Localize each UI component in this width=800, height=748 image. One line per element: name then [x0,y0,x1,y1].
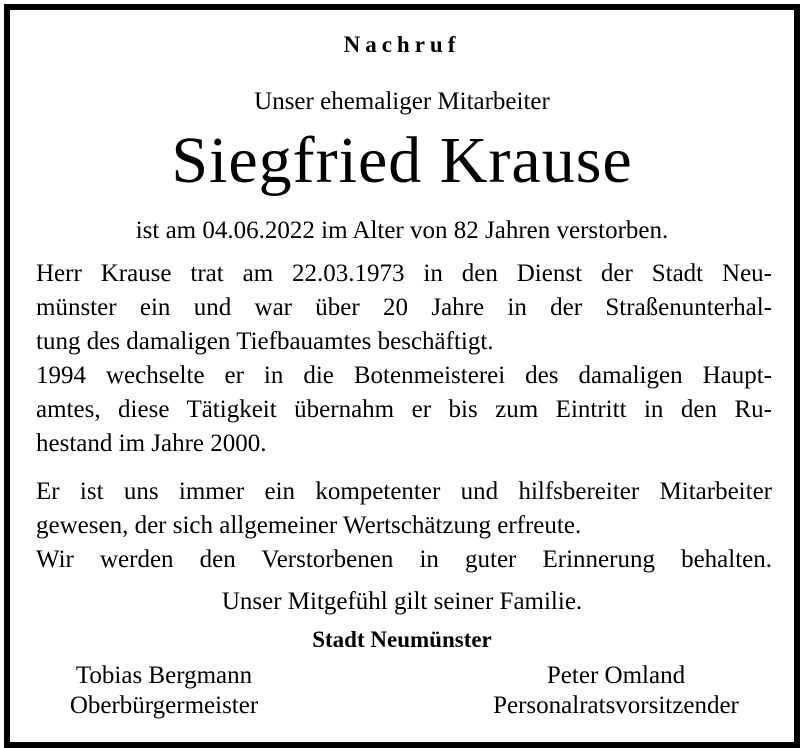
paragraph-line: Herr Krause trat am 22.03.1973 in den Dienst der Stadt Neu- [36,260,772,287]
paragraph-line: Wir werden den Verstorbenen in guter Erinnerung behalten. [36,546,772,573]
organization-name: Stadt Neumünster [312,627,492,652]
signatory-title: Oberbürgermeister [69,692,259,719]
signatory-name: Peter Omland [546,662,686,689]
paragraph-line: münster ein und war über 20 Jahre in der Straßenunterhal- [36,294,772,321]
obituary-notice [4,4,800,748]
paragraph-line: gewesen, der sich allgemeiner Wertschätzung erfreute. [36,512,582,539]
tribute-paragraph [36,475,772,577]
career-paragraph [36,257,772,461]
condolence-line: Unser Mitgefühl gilt seiner Familie. [221,588,583,615]
notice-kicker: Nachruf [343,32,461,57]
paragraph-line: 1994 wechselte er in die Botenmeisterei des damaligen Haupt- [36,362,772,389]
signatory-title: Personalratsvorsitzender [493,692,739,719]
paragraph-line: hestand im Jahre 2000. [36,430,267,457]
paragraph-line: Er ist uns immer ein kompetenter und hilfsbereiter Mitarbeiter [36,478,772,505]
paragraph-line: amtes, diese Tätigkeit übernahm er bis zum Eintritt in den Ru- [36,396,772,423]
death-line: ist am 04.06.2022 im Alter von 82 Jahren verstorben. [135,217,669,244]
paragraph-line: tung des damaligen Tiefbauamtes beschäftigt. [36,328,494,355]
signatory-works-council [466,661,766,721]
deceased-name: Siegfried Krause [171,124,633,197]
intro-line: Unser ehemaliger Mitarbeiter [254,88,550,115]
signatory-name: Tobias Bergmann [75,662,253,689]
signatory-mayor [44,661,284,721]
